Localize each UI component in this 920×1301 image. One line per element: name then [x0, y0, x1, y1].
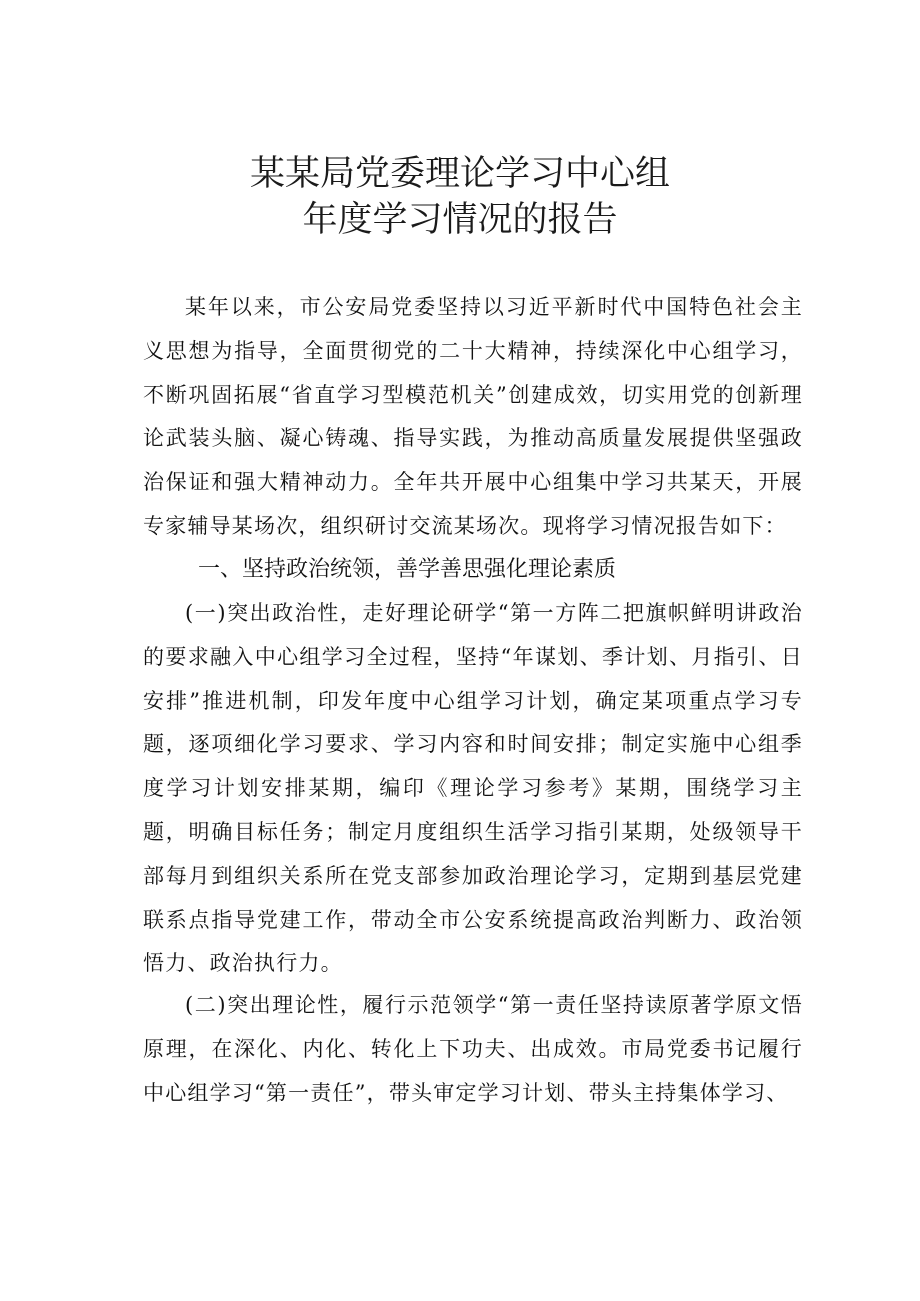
document-title-line-1: 某某局党委理论学习中心组 [249, 154, 670, 194]
section-heading: 一、坚持政治统领，善学善思强化理论素质 [198, 557, 617, 582]
subsection-2-paragraph: (二)突出理论性，履行示范领学“第一责任坚持读原著学原文悟原理，在深化、内化、转化上下功夫、出成效。市局党委书记履行中心组学习“第一责任”，带头审定学习计划、带头主持集体学习、 [143, 993, 803, 1105]
intro-paragraph: 某年以来，市公安局党委坚持以习近平新时代中国特色社会主义思想为指导，全面贯彻党的二十大精神，持续深化中心组学习，不断巩固拓展“省直学习型模范机关”创建成效，切实用党的创新理论武装头脑、凝心铸魂、指导实践，为推动高质量发展提供坚强政治保证和强大精神动力。全年共开展中心组集中学习共某天，开展专家辅导某场次，组织研讨交流某场次。现将学习情况报告如下： [143, 295, 803, 538]
subsection-1-paragraph: (一)突出政治性，走好理论研学“第一方阵二把旗帜鲜明讲政治的要求融入中心组学习全过程，坚持“年谋划、季计划、月指引、日安排”推进机制，印发年度中心组学习计划，确定某项重点学习专题，逐项细化学习要求、学习内容和时间安排；制定实施中心组季度学习计划安排某期，编印《理论学习参考》某期，围绕学习主题，明确目标任务；制定月度组织生活学习指引某期，处级领导干部每月到组织关系所在党支部参加政治理论学习，定期到基层党建联系点指导党建工作，带动全市公安系统提高政治判断力、政治领悟力、政治执行力。 [143, 601, 803, 976]
document-title-line-2: 年度学习情况的报告 [302, 200, 618, 240]
